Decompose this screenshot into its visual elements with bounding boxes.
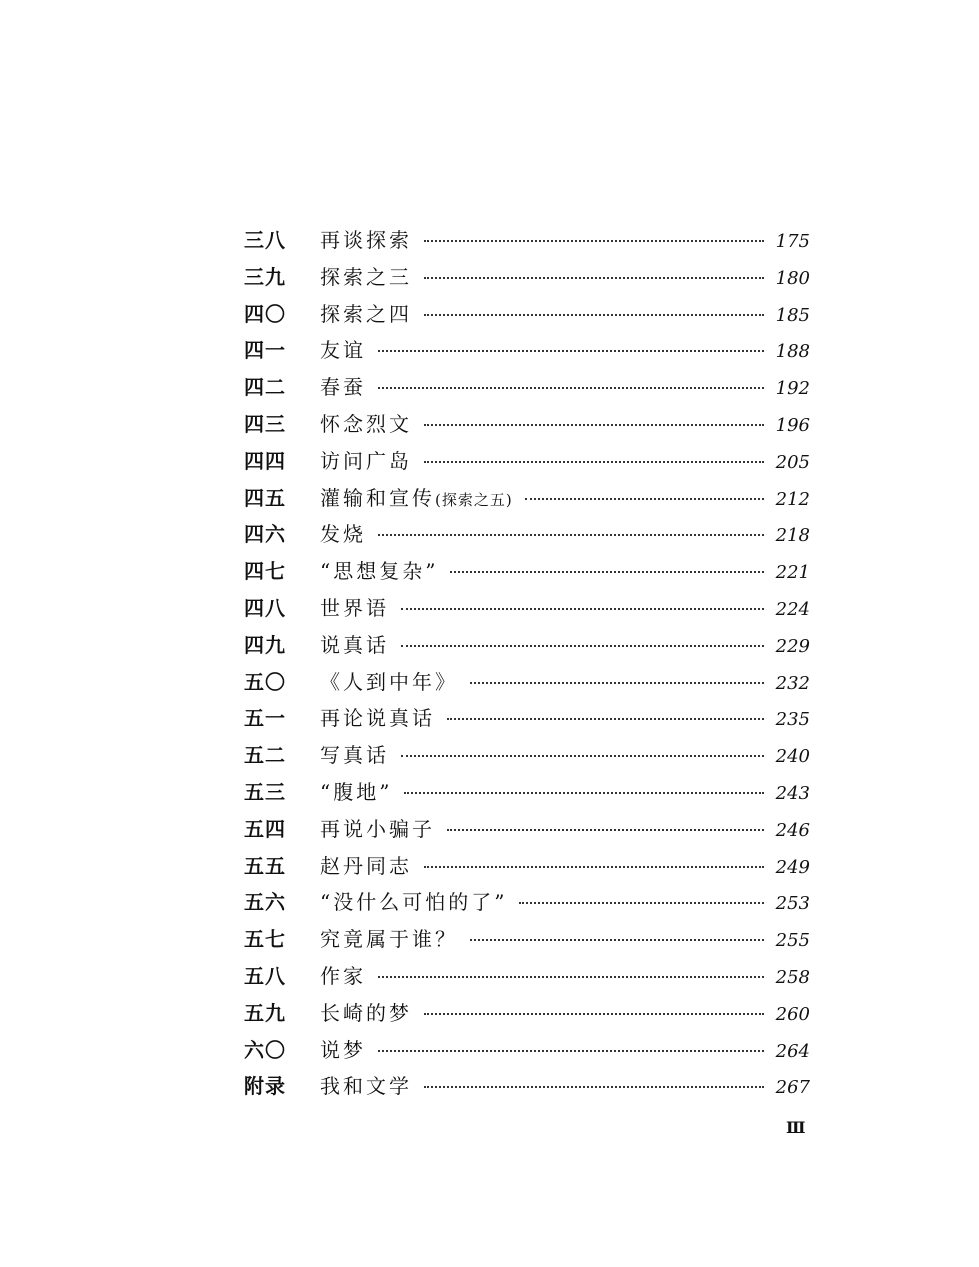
chapter-title	[320, 1070, 412, 1099]
chapter-title	[320, 997, 412, 1026]
dot-leader	[378, 387, 764, 389]
chapter-number: 五七	[244, 927, 286, 952]
page-folio: Ⅲ	[786, 1118, 806, 1137]
chapter-title-text: 再谈探索	[320, 228, 412, 252]
toc-entry	[244, 298, 810, 335]
dot-leader	[424, 1013, 764, 1015]
chapter-title	[320, 371, 366, 400]
chapter-number: 六〇	[244, 1037, 286, 1062]
chapter-number: 五四	[244, 816, 286, 841]
dot-leader	[378, 976, 764, 978]
chapter-title	[320, 518, 366, 547]
dot-leader	[470, 939, 764, 941]
chapter-number: 五一	[244, 706, 286, 731]
page-number: 224	[775, 598, 810, 620]
chapter-title-text: 说梦	[320, 1037, 366, 1062]
page-number: 246	[775, 819, 810, 841]
chapter-title-text: 长崎的梦	[320, 1000, 412, 1025]
toc-entry	[244, 371, 810, 408]
chapter-number: 四三	[244, 411, 286, 436]
chapter-number: 四五	[244, 485, 286, 510]
toc-entry	[244, 666, 810, 703]
toc-entry	[244, 960, 810, 997]
page-number: 255	[775, 930, 810, 952]
toc-entry	[244, 408, 810, 445]
chapter-title-text: 我和文学	[320, 1074, 412, 1099]
toc-entry	[244, 997, 810, 1034]
chapter-title	[320, 813, 435, 842]
page-number: 253	[775, 893, 810, 915]
page-number: 260	[775, 1003, 810, 1025]
dot-leader	[470, 682, 764, 684]
chapter-title	[320, 482, 513, 511]
chapter-number: 四〇	[244, 301, 286, 326]
dot-leader	[447, 718, 764, 720]
chapter-number: 五三	[244, 779, 286, 804]
chapter-title	[320, 850, 412, 879]
toc-entry	[244, 518, 810, 555]
chapter-title-text: 作家	[320, 963, 366, 988]
chapter-number: 四四	[244, 448, 286, 473]
dot-leader	[424, 240, 764, 242]
dot-leader	[424, 314, 764, 316]
dot-leader	[424, 866, 764, 868]
toc-entry	[244, 224, 810, 261]
chapter-title-text: 赵丹同志	[320, 853, 412, 878]
page-number: 196	[775, 414, 810, 436]
dot-leader	[378, 350, 764, 352]
page-number: 180	[775, 267, 810, 289]
chapter-title-text: 再说小骗子	[320, 816, 435, 841]
dot-leader	[424, 424, 764, 426]
toc-entry	[244, 886, 810, 923]
chapter-title	[320, 960, 366, 989]
page-number: 235	[775, 709, 810, 731]
dot-leader	[450, 571, 764, 573]
page-number: 229	[775, 635, 810, 657]
page-number: 218	[775, 525, 810, 547]
dot-leader	[404, 792, 764, 794]
chapter-number: 四六	[244, 522, 286, 547]
page-number: 249	[775, 856, 810, 878]
chapter-title-text: 发烧	[320, 522, 366, 547]
chapter-title	[320, 224, 412, 253]
page-number: 212	[775, 488, 810, 510]
chapter-title-text: 春蚕	[320, 375, 366, 400]
page-number: 232	[775, 672, 810, 694]
chapter-title	[320, 445, 412, 474]
chapter-number: 五二	[244, 743, 286, 768]
chapter-number: 四一	[244, 338, 286, 363]
chapter-title-text: 说真话	[320, 632, 389, 657]
toc-entry	[244, 445, 810, 482]
table-of-contents	[244, 224, 810, 1107]
dot-leader	[525, 498, 764, 500]
chapter-title	[320, 555, 438, 584]
chapter-title-text: 再论说真话	[320, 706, 435, 731]
chapter-title	[320, 334, 366, 363]
toc-entry	[244, 629, 810, 666]
toc-entry	[244, 739, 810, 776]
chapter-title	[320, 1034, 366, 1063]
page-number: 185	[775, 304, 810, 326]
toc-entry	[244, 555, 810, 592]
chapter-number: 五〇	[244, 669, 286, 694]
chapter-title-note: (探索之五)	[435, 490, 513, 509]
page-number: 240	[775, 746, 810, 768]
dot-leader	[424, 277, 764, 279]
chapter-title	[320, 666, 458, 695]
toc-entry	[244, 850, 810, 887]
chapter-title	[320, 261, 412, 290]
page-number: 221	[775, 562, 810, 584]
dot-leader	[424, 1086, 764, 1088]
chapter-number: 五六	[244, 890, 286, 915]
chapter-title-text: 友谊	[320, 338, 366, 363]
toc-entry	[244, 776, 810, 813]
chapter-title	[320, 592, 389, 621]
chapter-title	[320, 629, 389, 658]
page-number: 258	[775, 966, 810, 988]
chapter-title	[320, 886, 507, 915]
page-number: 264	[775, 1040, 810, 1062]
page-number: 243	[775, 782, 810, 804]
chapter-title-text: 写真话	[320, 743, 389, 768]
chapter-title-text: 探索之三	[320, 264, 412, 289]
toc-entry	[244, 261, 810, 298]
chapter-number: 四九	[244, 632, 286, 657]
chapter-number: 三九	[244, 264, 286, 289]
chapter-title-text: 《人到中年》	[320, 669, 458, 694]
dot-leader	[401, 608, 764, 610]
dot-leader	[447, 829, 764, 831]
chapter-number: 附录	[244, 1074, 286, 1099]
toc-entry	[244, 334, 810, 371]
page-number: 192	[775, 378, 810, 400]
dot-leader	[378, 534, 764, 536]
page-number: 205	[775, 451, 810, 473]
page-number: 175	[775, 231, 810, 252]
chapter-number: 四七	[244, 559, 286, 584]
chapter-title	[320, 739, 389, 768]
dot-leader	[401, 645, 764, 647]
toc-entry	[244, 592, 810, 629]
toc-entry	[244, 1070, 810, 1107]
chapter-title-text: 灌输和宣传	[320, 485, 435, 510]
chapter-title-text: 世界语	[320, 595, 389, 620]
chapter-title-text: “腹地”	[320, 779, 393, 804]
chapter-title-text: 探索之四	[320, 301, 412, 326]
chapter-title	[320, 298, 412, 327]
chapter-title	[320, 408, 412, 437]
chapter-number: 四八	[244, 595, 286, 620]
dot-leader	[424, 461, 764, 463]
chapter-number: 四二	[244, 375, 286, 400]
toc-entry	[244, 1034, 810, 1071]
chapter-number: 五九	[244, 1000, 286, 1025]
dot-leader	[519, 902, 764, 904]
chapter-title-text: 究竟属于谁？	[320, 927, 458, 952]
chapter-title-text: 怀念烈文	[320, 411, 412, 436]
page-number: 188	[775, 341, 810, 363]
chapter-title-text: 访问广岛	[320, 448, 412, 473]
dot-leader	[378, 1050, 764, 1052]
chapter-title-text: “没什么可怕的了”	[320, 890, 508, 915]
chapter-number: 三八	[244, 228, 286, 252]
toc-entry	[244, 813, 810, 850]
chapter-title	[320, 702, 435, 731]
chapter-number: 五八	[244, 963, 286, 988]
chapter-title	[320, 923, 458, 952]
toc-entry	[244, 482, 810, 519]
dot-leader	[401, 755, 764, 757]
chapter-number: 五五	[244, 853, 286, 878]
toc-entry	[244, 923, 810, 960]
chapter-title	[320, 776, 392, 805]
chapter-title-text: “思想复杂”	[320, 559, 439, 584]
toc-entry	[244, 702, 810, 739]
page-number: 267	[775, 1077, 810, 1099]
